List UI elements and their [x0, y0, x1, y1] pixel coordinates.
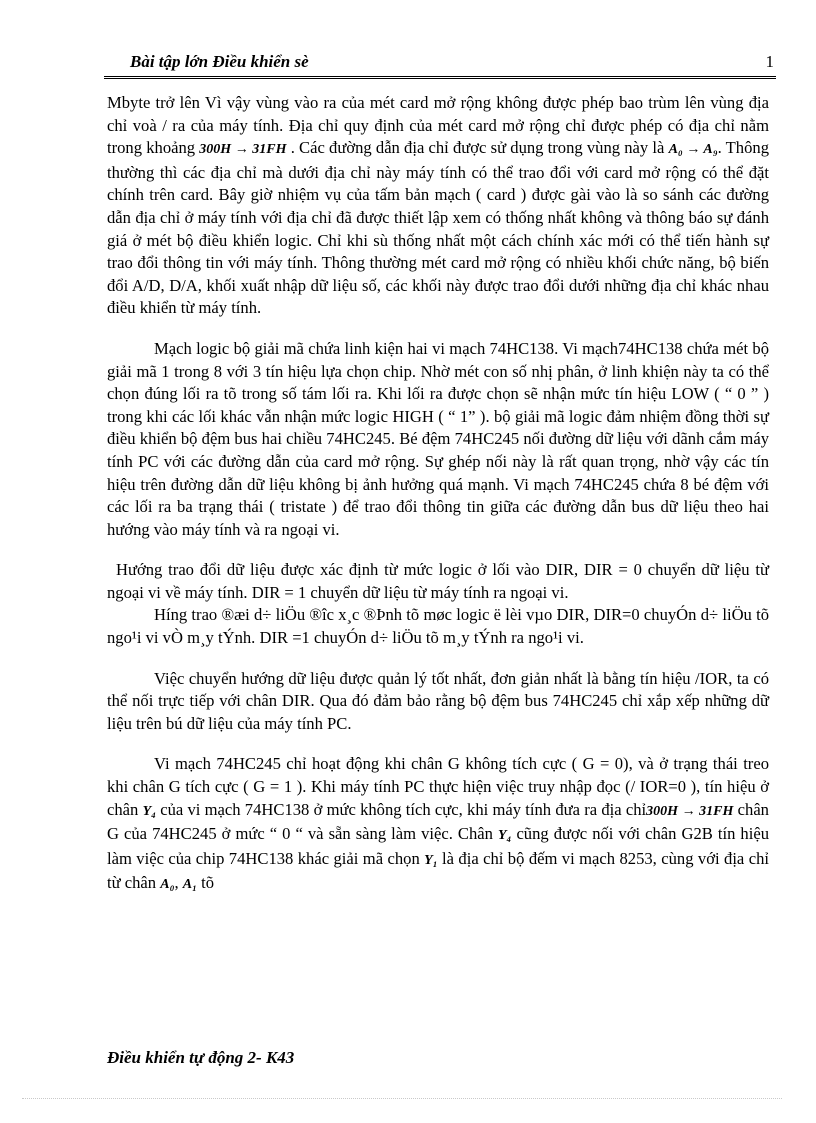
footer-title: Điều khiển tự động 2- K43: [107, 1048, 295, 1067]
math-address-lines: A₀ → A₉: [668, 142, 718, 158]
math-y4: Y₄: [142, 803, 156, 819]
text-run: tõ: [196, 873, 215, 893]
text-run: Mbyte trở lên Vì vậy vùng vào ra của mét card mở rộng không được phép bao trùm lên vùng địa chỉ voà / ra của máy tính. Địa chỉ quy định của mét card mở rộng chỉ được phép có địa chỉ nằm trong khoảng: [107, 93, 769, 158]
text-run: ,: [174, 873, 183, 893]
text-run: của vi mạch 74HC138 ở mức không tích cực, khi máy tính đưa ra địa chỉ: [156, 799, 647, 819]
document-body: [107, 92, 769, 897]
page-header: [104, 52, 776, 79]
math-y1: Y₁: [424, 852, 438, 868]
paragraph-direction-garbled: Híng trao ®æi d÷ liÖu ®îc x¸c ®Þnh tõ møc logic ë lèi vµo DIR, DIR=0 chuyÓn d÷ liÖu tõ ngo¹i vi vÒ m¸y tÝnh. DIR =1 chuyÓn d÷ liÖu tõ m¸y tÝnh ra ngo¹i vi.: [107, 605, 769, 648]
page-number: 1: [765, 52, 774, 71]
paragraph-74hc245: [107, 753, 769, 897]
math-y4: Y₄: [497, 828, 512, 844]
footer-divider: [22, 1098, 782, 1099]
text-run: . Thông thường thì các địa chỉ mà dưới địa chỉ này máy tính có thể trao đổi với card mở rộng có thể đặt chính trên card. Bây giờ nhiệm vụ của tấm bản mạch ( card ) được gài vào là so sánh các đường dẫn địa chỉ ở máy tính với địa chỉ đã được thiết lập xem có thống nhất không và thông báo sự đánh giá ở mét bộ điều khiển logic. Chỉ khi sù thống nhất một cách chính xác mới có thể tiến hành sự trao đổi thông tin với máy tính. Thông thường mét card mở rộng có nhiều khối chức năng, bộ biến đổi A/D, D/A, khối xuất nhập dữ liệu số, các khối này được trao đổi dưới những địa chỉ khác nhau điều khiển từ máy tính.: [107, 138, 769, 318]
paragraph-decoder: Mạch logic bộ giải mã chứa linh kiện hai vi mạch 74HC138. Vi mạch74HC138 chứa mét bộ giải mã 1 trong 8 với 3 tín hiệu lựa chọn chip. Nhờ mét con số nhị phân, ở linh khiện này ta có thể chọn đúng lối ra tõ trong số tám lối ra. Khi lối ra được chọn sẽ nhận mức tín hiệu LOW ( “ 0 ” ) trong khi các lối khác vẫn nhận mức logic HIGH ( “ 1” ). bộ giải mã logic đảm nhiệm đồng thời sự điều khiển bộ đệm bus hai chiều 74HC245. Bé đệm 74HC245 nối đường dữ liệu với dãnh cắm máy tính PC với các đường dẫn của card mở rộng. Sự ghép nối này là rất quan trọng, nhờ vậy các tín hiệu trên đường dẫn dữ liệu không bị ảnh hưởng quá mạnh. Vi mạch 74HC245 chứa 8 bé đệm với các lối ra ba trạng thái ( tristate ) để trao đổi thông tin giữa các đường dẫn bus dữ liệu theo hai hướng vào máy tính và ra ngoại vi.: [107, 338, 769, 539]
paragraph-ior: Việc chuyển hướng dữ liệu được quản lý tốt nhất, đơn giản nhất là bằng tín hiệu /IOR, ta có thể nối trực tiếp với chân DIR. Qua đó đảm bảo rằng bộ đệm bus 74HC245 chỉ xắp xếp những dữ liệu trên bú dữ liệu của máy tính PC.: [107, 668, 769, 733]
math-address-range: 300H → 31FH: [646, 803, 734, 819]
paragraph-address-range: [107, 92, 769, 320]
math-a1: A₁: [182, 877, 197, 893]
text-run: Vi mạch 74HC245 chỉ hoạt động khi chân G không tích cực ( G = 0), và ở trạng thái treo khi chân G tích cực ( G = 1 ). Khi máy tính PC thực hiện việc truy nhập đọc (/ IOR=0 ), tín hiệu ở chân: [107, 754, 769, 819]
text-run: là địa chỉ bộ đếm vi mạch 8253, cùng với địa chỉ từ chân: [107, 848, 769, 893]
paragraph-direction: Hướng trao đổi dữ liệu được xác định từ mức logic ở lối vào DIR, DIR = 0 chuyển dữ liệu từ ngoại vi về máy tính. DIR = 1 chuyển dữ liệu từ máy tính ra ngoại vi.: [107, 560, 769, 602]
text-run: chân G của 74HC245 ở mức “ 0 “ và sẵn sàng làm việc. Chân: [107, 799, 769, 844]
text-run: cũng được nối với chân G2B tín hiệu làm việc của chip 74HC138 khác giải mã chọn: [107, 824, 769, 868]
math-address-range: 300H → 31FH: [199, 142, 287, 158]
header-title: Bài tập lớn Điều khiển sè: [130, 52, 309, 71]
math-a0: A₀: [160, 877, 175, 893]
text-run: . Các đường dẫn địa chỉ được sử dụng trong vùng này là: [286, 138, 669, 158]
